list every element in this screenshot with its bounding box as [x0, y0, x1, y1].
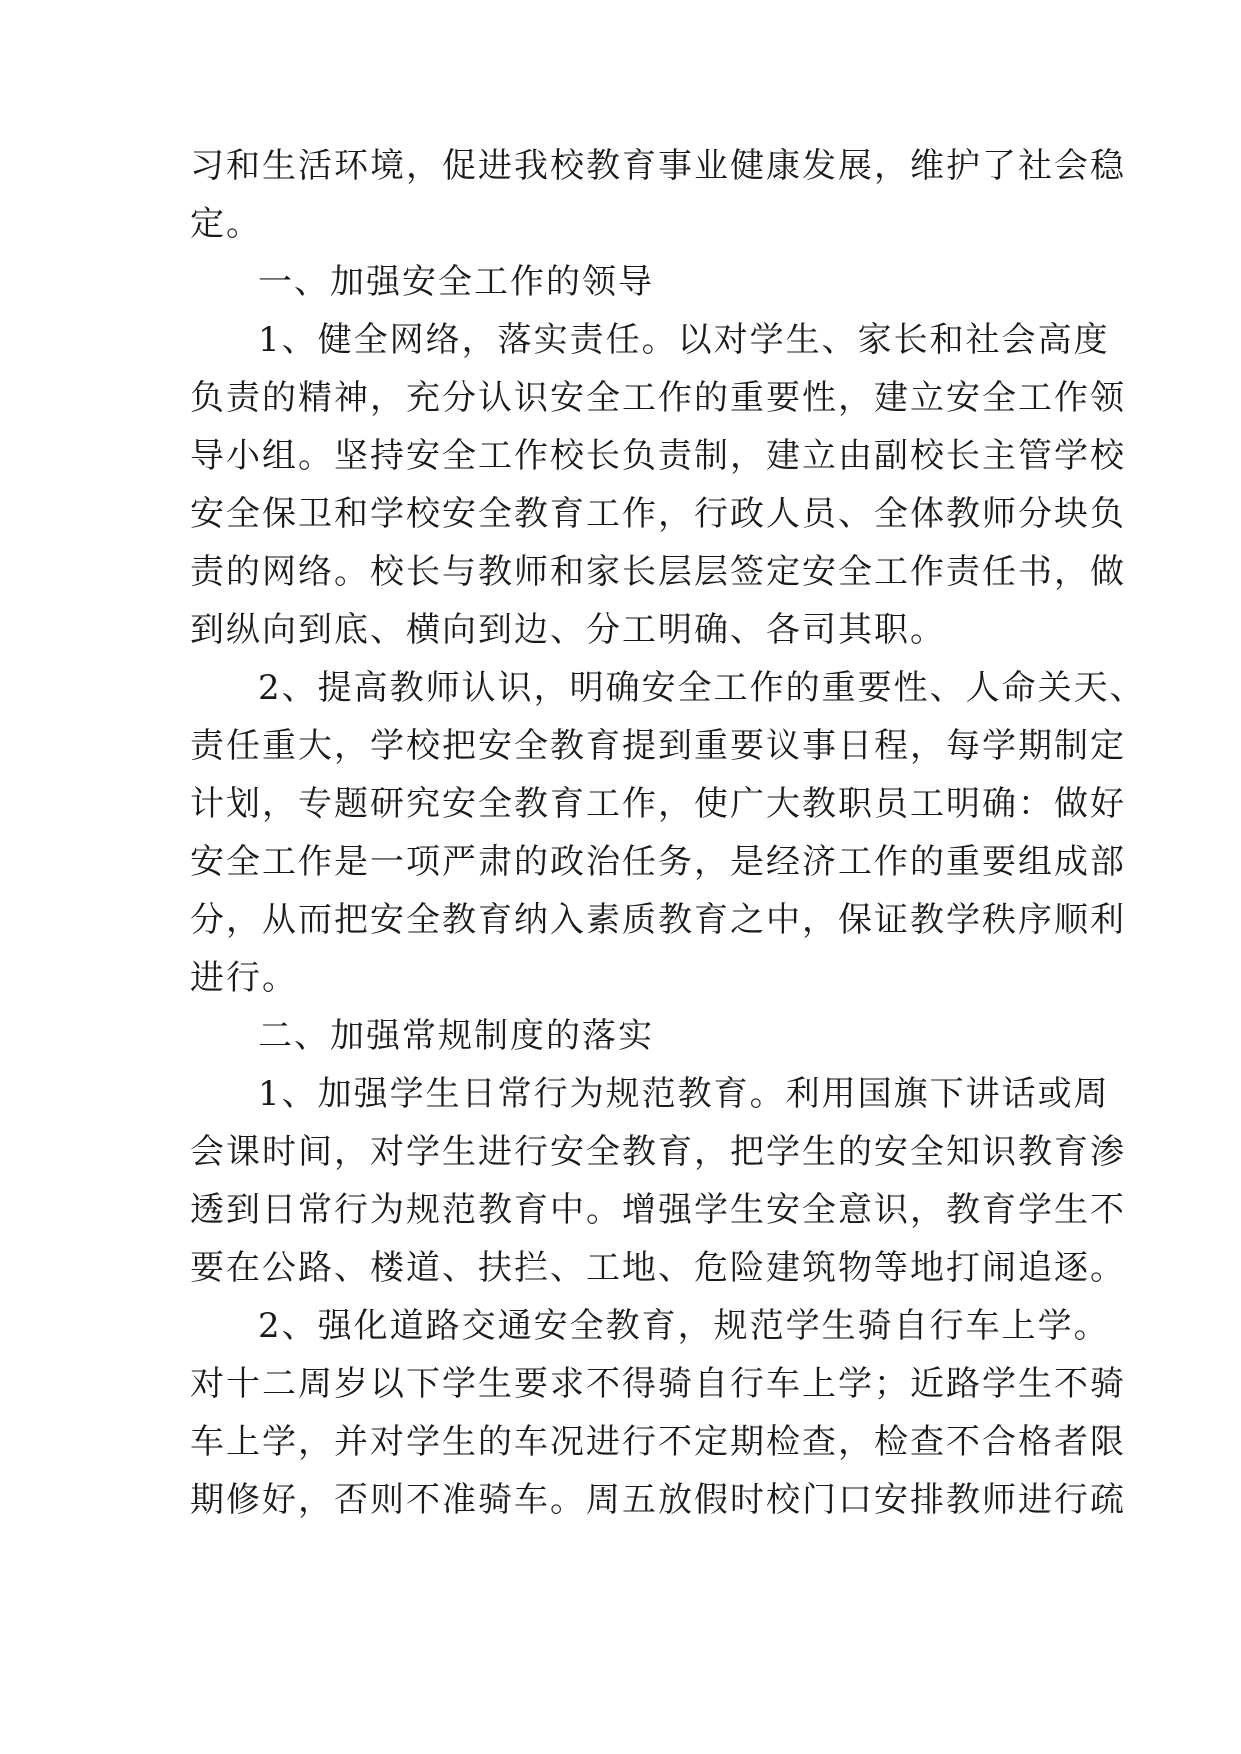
- text-line: 习和生活环境，促进我校教育事业健康发展，维护了社会稳: [190, 146, 1126, 186]
- text-line: 责的网络。校长与教师和家长层层签定安全工作责任书，做: [190, 552, 1126, 592]
- text-line: 导小组。坚持安全工作校长负责制，建立由副校长主管学校: [190, 436, 1126, 476]
- text-line: 责任重大，学校把安全教育提到重要议事日程，每学期制定: [190, 726, 1126, 766]
- text-line: 1、加强学生日常行为规范教育。利用国旗下讲话或周: [258, 1074, 1110, 1114]
- text-line: 车上学，并对学生的车况进行不定期检查，检查不合格者限: [190, 1422, 1126, 1462]
- text-line: 安全工作是一项严肃的政治任务，是经济工作的重要组成部: [190, 842, 1126, 882]
- text-line: 计划，专题研究安全教育工作，使广大教职员工明确：做好: [190, 784, 1126, 824]
- text-line: 定。: [190, 204, 262, 244]
- text-line: 负责的精神，充分认识安全工作的重要性，建立安全工作领: [190, 378, 1126, 418]
- text-line: 安全保卫和学校安全教育工作，行政人员、全体教师分块负: [190, 494, 1126, 534]
- text-line: 透到日常行为规范教育中。增强学生安全意识，教育学生不: [190, 1190, 1126, 1230]
- text-line: 2、强化道路交通安全教育，规范学生骑自行车上学。: [258, 1306, 1110, 1346]
- section-heading: 二、加强常规制度的落实: [258, 1016, 654, 1056]
- text-line: 期修好，否则不准骑车。周五放假时校门口安排教师进行疏: [190, 1480, 1126, 1520]
- section-heading: 一、加强安全工作的领导: [258, 262, 654, 302]
- text-line: 分，从而把安全教育纳入素质教育之中，保证教学秩序顺利: [190, 900, 1126, 940]
- text-line: 到纵向到底、横向到边、分工明确、各司其职。: [190, 610, 946, 650]
- text-line: 2、提高教师认识，明确安全工作的重要性、人命关天、: [258, 668, 1146, 708]
- text-line: 对十二周岁以下学生要求不得骑自行车上学；近路学生不骑: [190, 1364, 1126, 1404]
- text-line: 进行。: [190, 958, 298, 998]
- text-line: 1、健全网络，落实责任。以对学生、家长和社会高度: [258, 320, 1110, 360]
- text-line: 会课时间，对学生进行安全教育，把学生的安全知识教育渗: [190, 1132, 1126, 1172]
- text-line: 要在公路、楼道、扶拦、工地、危险建筑物等地打闹追逐。: [190, 1248, 1126, 1288]
